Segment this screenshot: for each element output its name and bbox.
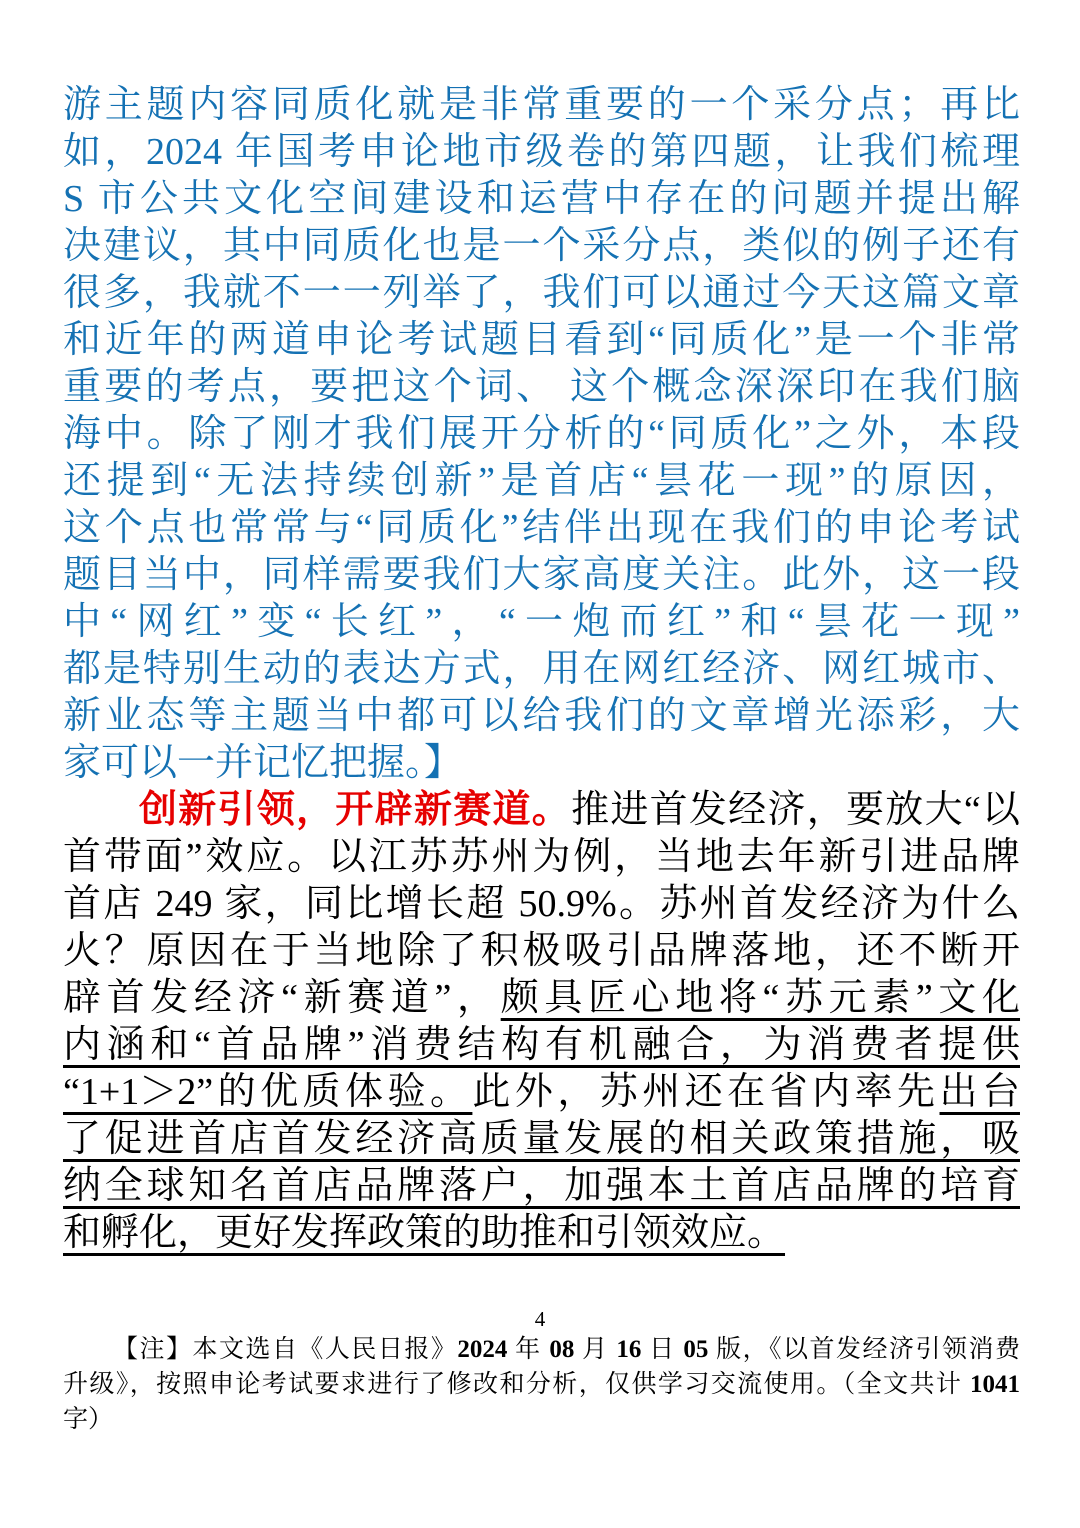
underlined-text: “1+1＞2”的优质体验。 — [63, 1071, 473, 1113]
text-line — [63, 693, 1020, 740]
text-line — [63, 1210, 1020, 1257]
text-line — [63, 928, 1020, 975]
text-segment: 首店 249 家，同比增长超 50.9%。苏州首发经济为什么 — [63, 883, 1020, 925]
text-line — [63, 787, 1020, 834]
text-segment: 推进首发经济，要放大“以 — [571, 789, 1020, 831]
paragraph-analysis-commentary — [63, 82, 1020, 787]
text-line — [63, 552, 1020, 599]
text-segment: 如，2024 年国考申论地市级卷的第四题，让我们梳理 — [63, 131, 1020, 173]
text-line — [63, 317, 1020, 364]
text-segment: S 市公共文化空间建设和运营中存在的问题并提出解 — [63, 178, 1020, 220]
text-segment: 海中。除了刚才我们展开分析的“同质化”之外，本段 — [63, 413, 1020, 455]
text-segment: 05 — [683, 1336, 709, 1363]
text-segment: 年 — [507, 1336, 550, 1363]
text-line — [63, 1069, 1020, 1116]
text-segment: 火？原因在于当地除了积极吸引品牌落地，还不断开 — [63, 930, 1020, 972]
text-line — [63, 458, 1020, 505]
text-segment: 升级》，按照申论考试要求进行了修改和分析，仅供学习交流使用。（全文共计 — [63, 1371, 970, 1398]
text-line — [63, 1332, 1020, 1367]
text-segment: 还提到“无法持续创新”是首店“昙花一现”的原因， — [63, 460, 1020, 502]
underlined-text: 纳全球知名首店品牌落户，加强本土首店品牌的培育 — [63, 1165, 1020, 1207]
document-body — [63, 82, 1020, 1257]
text-segment: 2024 — [457, 1336, 508, 1363]
text-segment: 中“网红”变“长红”，“一炮而红”和“昙花一现” — [63, 601, 1020, 643]
text-segment: 【注】本文选自《人民日报》 — [113, 1336, 458, 1363]
text-segment: 辟首发经济“新赛道”， — [63, 977, 501, 1019]
text-segment: 和近年的两道申论考试题目看到“同质化”是一个非常 — [63, 319, 1020, 361]
paragraph-article-body — [63, 787, 1020, 1257]
text-line — [63, 1116, 1020, 1163]
text-segment: 月 — [574, 1336, 617, 1363]
text-segment: 游主题内容同质化就是非常重要的一个采分点；再比 — [63, 84, 1020, 126]
text-line — [63, 223, 1020, 270]
text-segment: 决建议，其中同质化也是一个采分点，类似的例子还有 — [63, 225, 1020, 267]
text-line — [63, 599, 1020, 646]
text-segment: 此外，苏州还在省内率先 — [472, 1071, 940, 1113]
text-segment: 很多，我就不一一列举了，我们可以通过今天这篇文章 — [63, 272, 1020, 314]
text-line — [63, 1022, 1020, 1069]
text-segment: 16 — [616, 1336, 642, 1363]
text-segment: 1041 — [970, 1371, 1020, 1398]
text-line — [63, 364, 1020, 411]
text-segment: 题目当中，同样需要我们大家高度关注。此外，这一段 — [63, 554, 1020, 596]
text-line — [63, 411, 1020, 458]
text-line — [63, 975, 1020, 1022]
text-segment: 家可以一并记忆把握。】 — [63, 742, 463, 784]
footnote — [63, 1332, 1020, 1437]
text-line — [63, 740, 1020, 787]
text-line — [63, 646, 1020, 693]
text-segment: 首带面”效应。以江苏苏州为例，当地去年新引进品牌 — [63, 836, 1020, 878]
text-line — [63, 881, 1020, 928]
text-line — [63, 834, 1020, 881]
text-line — [63, 1163, 1020, 1210]
underlined-text: 内涵和“首品牌”消费结构有机融合，为消费者提供 — [63, 1024, 1020, 1066]
underlined-text: 了促进首店首发经济高质量发展的相关政策措施，吸 — [63, 1118, 1020, 1160]
text-line — [63, 1367, 1020, 1402]
text-line — [63, 505, 1020, 552]
text-line — [63, 176, 1020, 223]
underlined-text: 颇具匠心地将“苏元素”文化 — [500, 977, 1021, 1019]
text-line — [63, 1402, 1020, 1437]
text-segment: 重要的考点，要把这个词、 这个概念深深印在我们脑 — [63, 366, 1020, 408]
red-emphasis-text: 创新引领，开辟新赛道。 — [139, 789, 572, 831]
text-segment: 这个点也常常与“同质化”结伴出现在我们的申论考试 — [63, 507, 1020, 549]
text-segment: 版，《以首发经济引领消费 — [708, 1336, 1020, 1363]
text-segment: 新业态等主题当中都可以给我们的文章增光添彩，大 — [63, 695, 1020, 737]
text-line — [63, 129, 1020, 176]
text-segment: 都是特别生动的表达方式，用在网红经济、网红城市、 — [63, 648, 1020, 690]
text-segment: 字） — [63, 1406, 114, 1433]
text-line — [63, 82, 1020, 129]
underlined-text: 和孵化，更好发挥政策的助推和引领效应。 — [63, 1212, 786, 1254]
page-number: 4 — [534, 1307, 546, 1331]
text-segment: 08 — [549, 1336, 575, 1363]
text-segment: 日 — [641, 1336, 684, 1363]
text-line — [63, 270, 1020, 317]
underlined-text: 出台 — [939, 1071, 1020, 1113]
